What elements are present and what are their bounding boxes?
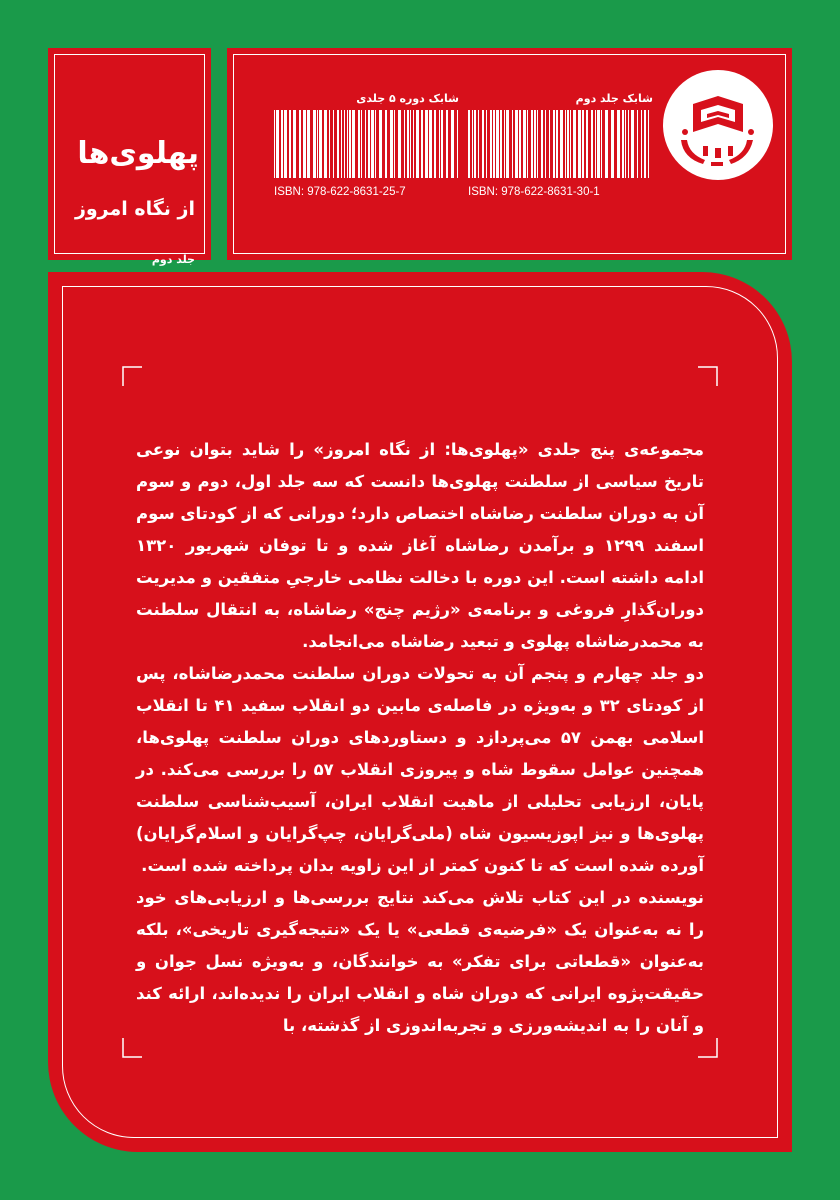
barcode-bar (404, 110, 405, 178)
barcode-icon (468, 110, 653, 178)
paragraph: مجموعه‌ی پنج جلدی «پهلوی‌ها: از نگاه امروز» را شاید بتوان نوعی تاریخ سیاسی از سلطنت پهلوی‌ها دانست که سه جلد اول، دوم و سوم آن به دوران سلطنت رضاشاه اختصاص دارد؛ دورانی که از کودتای سوم اسفند ۱۲۹۹ و برآمدن رضاشاه آغاز شده و تا توفان شهریور ۱۳۲۰ ادامه داشته است. این دوره با دخالت نظامی خارجیِ متفقین و مدیریت دوران‌گذارِ فروغی و برنامه‌ی «رژیم چنج» رضاشاه، به انتقال سلطنت به محمدرضاشاه پهلوی و تبعید رضاشاه می‌انجامد. (136, 440, 704, 651)
barcode-bar (385, 110, 387, 178)
publisher-logo-icon (663, 70, 773, 180)
barcode-bar (468, 110, 470, 178)
barcode-bar (567, 110, 569, 178)
barcode-bar (303, 110, 306, 178)
barcode-bar (349, 110, 351, 178)
barcode-bar (586, 110, 588, 178)
description-text (136, 434, 704, 1042)
barcode-bar (534, 110, 536, 178)
barcode-bar (371, 110, 374, 178)
barcode-bar (648, 110, 649, 178)
barcode-bar (299, 110, 301, 178)
barcode-bar (617, 110, 620, 178)
barcode-bar (379, 110, 382, 178)
barcode-bar (641, 110, 642, 178)
barcode-bar (407, 110, 409, 178)
barcode-bar (622, 110, 624, 178)
corner-bracket-icon (122, 366, 142, 386)
barcode-bar (591, 110, 593, 178)
barcode-bar (597, 110, 600, 178)
barcode-label: شابک دوره ۵ جلدی (356, 92, 459, 105)
barcode-bar (313, 110, 316, 178)
barcode-bar (496, 110, 499, 178)
barcode-bar (625, 110, 626, 178)
barcode-bar (582, 110, 584, 178)
barcode-bar (549, 110, 550, 178)
barcode-bar (500, 110, 502, 178)
barcode-bar (611, 110, 614, 178)
barcode-volume-2 (468, 92, 653, 207)
barcode-bar (319, 110, 322, 178)
barcode-bar (281, 110, 283, 178)
publisher-logo (663, 70, 773, 180)
barcode-bar (493, 110, 495, 178)
barcode-icon (274, 110, 459, 178)
paragraph: نویسنده در این کتاب تلاش می‌کند نتایج بررسی‌ها و ارزیابی‌های خود را نه به‌عنوان یک «فرضیه‌ی قطعی» یا یک «نتیجه‌گیری تاریخی»، بلکه به‌عنوان «قطعاتی برای تفکر» به خوانندگان، و به‌ویژه نسل جوان و حقیقت‌پژوه ایرانی که دوران شاه و انقلاب ایران را ندیده‌اند، ارائه کند و آنان را به اندیشه‌ورزی و تجربه‌اندوزی از گذشته، با (136, 888, 704, 1035)
barcode-bar (531, 110, 533, 178)
barcode-bar (368, 110, 370, 178)
barcode-bar (390, 110, 393, 178)
barcode-bar (451, 110, 454, 178)
barcode-bar (556, 110, 558, 178)
isbn-number: ISBN: 978-622-8631-30-1 (468, 186, 600, 198)
barcode-bar (637, 110, 638, 178)
barcode-bar (486, 110, 487, 178)
barcode-bar (429, 110, 432, 178)
barcode-bar (361, 110, 362, 178)
book-title: پهلوی‌ها (77, 136, 199, 171)
barcode-bar (337, 110, 339, 178)
barcode-bar (523, 110, 526, 178)
barcode-bar (439, 110, 440, 178)
barcode-bar (474, 110, 476, 178)
barcode-bar (344, 110, 345, 178)
barcode-bar (545, 110, 546, 178)
barcode-bar (628, 110, 629, 178)
barcode-bar (482, 110, 484, 178)
paragraph: دو جلد چهارم و پنجم آن به تحولات دوران سلطنت محمدرضاشاه، پس از کودتای ۳۲ و به‌ویژه در فاصله‌ی مابین دو انقلاب سفید ۴۱ تا انقلاب اسلامی بهمن ۵۷ می‌پردازد و دستاوردهای دوران سلطنت پهلوی‌ها، همچنین عوامل سقوط شاه و پیروزی انقلاب ۵۷ را بررسی می‌کند. در پایان، ارزیابی تحلیلی از ماهیت انقلاب ایران، آسیب‌شناسی سلطنت پهلوی‌ها و نیز اپوزیسیون شاه (ملی‌گرایان، چپ‌گرایان و اسلام‌گرایان) آورده شده است که تا کنون کمتر از این زاویه بدان پرداخته شده است. (136, 664, 704, 875)
barcode-bar (365, 110, 366, 178)
barcode-bar (333, 110, 334, 178)
barcode-bar (541, 110, 543, 178)
barcode-bar (595, 110, 596, 178)
barcode-bar (631, 110, 634, 178)
barcode-bar (398, 110, 401, 178)
barcode-bar (317, 110, 318, 178)
barcode-bar (358, 110, 360, 178)
barcode-bar (324, 110, 327, 178)
barcode-bar (434, 110, 436, 178)
description-panel (48, 272, 792, 1152)
barcode-bar (478, 110, 479, 178)
barcode-bar (416, 110, 419, 178)
barcode-bar (289, 110, 291, 178)
barcode-bar (410, 110, 411, 178)
barcode-bar (457, 110, 458, 178)
barcode-bar (553, 110, 555, 178)
barcode-bar (394, 110, 395, 178)
barcode-bar (441, 110, 443, 178)
barcode-bar (537, 110, 538, 178)
barcode-bar (490, 110, 492, 178)
barcode-bar (560, 110, 563, 178)
barcode-label: شابک جلد دوم (575, 92, 653, 105)
barcode-bar (601, 110, 602, 178)
barcode-bar (565, 110, 566, 178)
barcode-bar (347, 110, 348, 178)
barcode-set (274, 92, 459, 207)
barcode-bar (446, 110, 448, 178)
barcode-bar (274, 110, 275, 178)
barcode-bar (352, 110, 355, 178)
isbn-number: ISBN: 978-622-8631-25-7 (274, 186, 406, 198)
barcode-bar (605, 110, 608, 178)
barcode-bar (293, 110, 296, 178)
barcode-bar (472, 110, 473, 178)
barcode-bar (413, 110, 414, 178)
barcode-bar (341, 110, 342, 178)
volume-label: جلد دوم (151, 253, 195, 266)
barcode-bar (519, 110, 521, 178)
barcode-bar (512, 110, 513, 178)
barcode-bar (425, 110, 428, 178)
barcode-bar (307, 110, 310, 178)
barcode-bar (329, 110, 330, 178)
barcode-bar (506, 110, 509, 178)
barcode-bar (570, 110, 571, 178)
book-subtitle: از نگاه امروز (74, 198, 195, 220)
barcode-bar (276, 110, 279, 178)
barcode-bar (644, 110, 646, 178)
title-box (48, 48, 211, 266)
barcode-bar (573, 110, 576, 178)
barcode-bar (504, 110, 505, 178)
barcode-bar (527, 110, 528, 178)
barcode-bar (515, 110, 518, 178)
barcode-bar (375, 110, 376, 178)
barcode-bar (284, 110, 287, 178)
corner-bracket-icon (698, 366, 718, 386)
barcode-bar (578, 110, 581, 178)
barcode-bar (421, 110, 423, 178)
